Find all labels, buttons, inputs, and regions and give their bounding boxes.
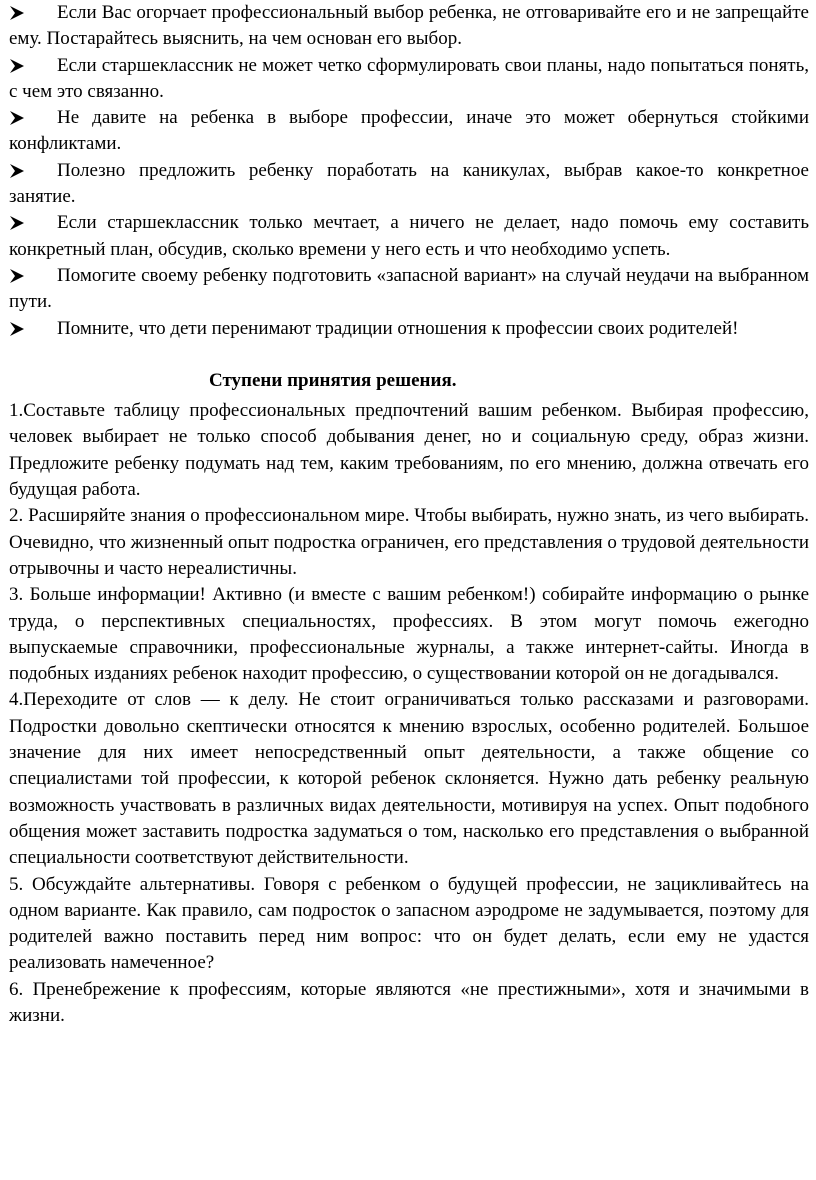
step-paragraph: 6. Пренебрежение к профессиям, которые являются «не престижными», хотя и значимыми в жизни. <box>9 978 809 1026</box>
step-paragraph: 5. Обсуждайте альтернативы. Говоря с ребенком о будущей профессии, не зацикливайтесь на одном варианте. Как правило, сам подросток о запасном аэродроме не задумывается, поэтому для родителей важно поставить перед ним вопрос: что он будет делать, если ему не удастся реализовать намеченное? <box>9 873 809 974</box>
blank-line <box>9 342 809 368</box>
advice-item <box>9 263 809 316</box>
step-paragraph: 3. Больше информации! Активно (и вместе с вашим ребенком!) собирайте информацию о рынке труда, о перспективных специальностях, профессиях. В этом могут помочь ежегодно выпускаемые справочники, профессиональные журналы, а также интернет-сайты. Иногда в подобных изданиях ребенок находит профессию, о существовании которой он не догадывался. <box>9 584 809 685</box>
advice-list <box>9 0 809 342</box>
arrowhead-bullet-icon <box>9 53 29 79</box>
advice-item-text: Если старшеклассник не может четко сформулировать свои планы, надо попытаться понять, с чем это связанно. <box>9 54 809 102</box>
advice-item-text: Не давите на ребенка в выборе профессии, иначе это может обернуться стойкими конфликтами. <box>9 107 809 155</box>
advice-item-text: Если Вас огорчает профессиональный выбор ребенка, не отговаривайте его и не запрещайте ему. Постарайтесь выяснить, на чем основан его выбор. <box>9 2 809 50</box>
arrowhead-bullet-icon <box>9 0 29 26</box>
step-paragraph: 2. Расширяйте знания о профессиональном мире. Чтобы выбирать, нужно знать, из чего выбирать. Очевидно, что жизненный опыт подростка ограничен, его представления о трудовой деятельности отрывочны и часто нереалистичны. <box>9 505 809 579</box>
advice-item-text: Если старшеклассник только мечтает, а ничего не делает, надо помочь ему составить конкретный план, обсудив, сколько времени у него есть и что необходимо успеть. <box>9 212 809 260</box>
advice-item <box>9 53 809 106</box>
step-paragraph: 1.Составьте таблицу профессиональных предпочтений вашим ребенком. Выбирая профессию, человек выбирает не только способ добывания денег, но и социальную среду, образ жизни. Предложите ребенку подумать над тем, каким требованиям, по его мнению, должна отвечать его будущая работа. <box>9 400 809 501</box>
arrowhead-bullet-icon <box>9 105 29 131</box>
step-paragraph: 4.Переходите от слов — к делу. Не стоит ограничиваться только рассказами и разговорами. Подростки довольно скептически относятся к мнению взрослых, особенно родителей. Большое значение для них имеет непосредственный опыт деятельности, а также общение со специалистами той профессии, к которой ребенок склоняется. Нужно дать ребенку реальную возможность участвовать в различных видах деятельности, мотивируя на успех. Опыт подобного общения может заставить подростка задуматься о том, насколько его представления о выбранной специальности соответствуют действительности. <box>9 689 809 869</box>
advice-item-text: Помните, что дети перенимают традиции отношения к профессии своих родителей! <box>57 317 739 339</box>
advice-item <box>9 105 809 158</box>
section-heading: Ступени принятия решения. <box>209 369 457 391</box>
advice-item <box>9 158 809 211</box>
advice-item <box>9 210 809 263</box>
advice-item <box>9 316 809 342</box>
advice-item-text: Помогите своему ребенку подготовить «запасной вариант» на случай неудачи на выбранном пути. <box>9 264 809 313</box>
arrowhead-bullet-icon <box>9 158 29 184</box>
arrowhead-bullet-icon <box>9 316 29 342</box>
document-page <box>9 0 809 1029</box>
arrowhead-bullet-icon <box>9 210 29 236</box>
arrowhead-bullet-icon <box>9 263 29 289</box>
advice-item-text: Полезно предложить ребенку поработать на каникулах, выбрав какое-то конкретное занятие. <box>9 159 809 208</box>
advice-item <box>9 0 809 53</box>
